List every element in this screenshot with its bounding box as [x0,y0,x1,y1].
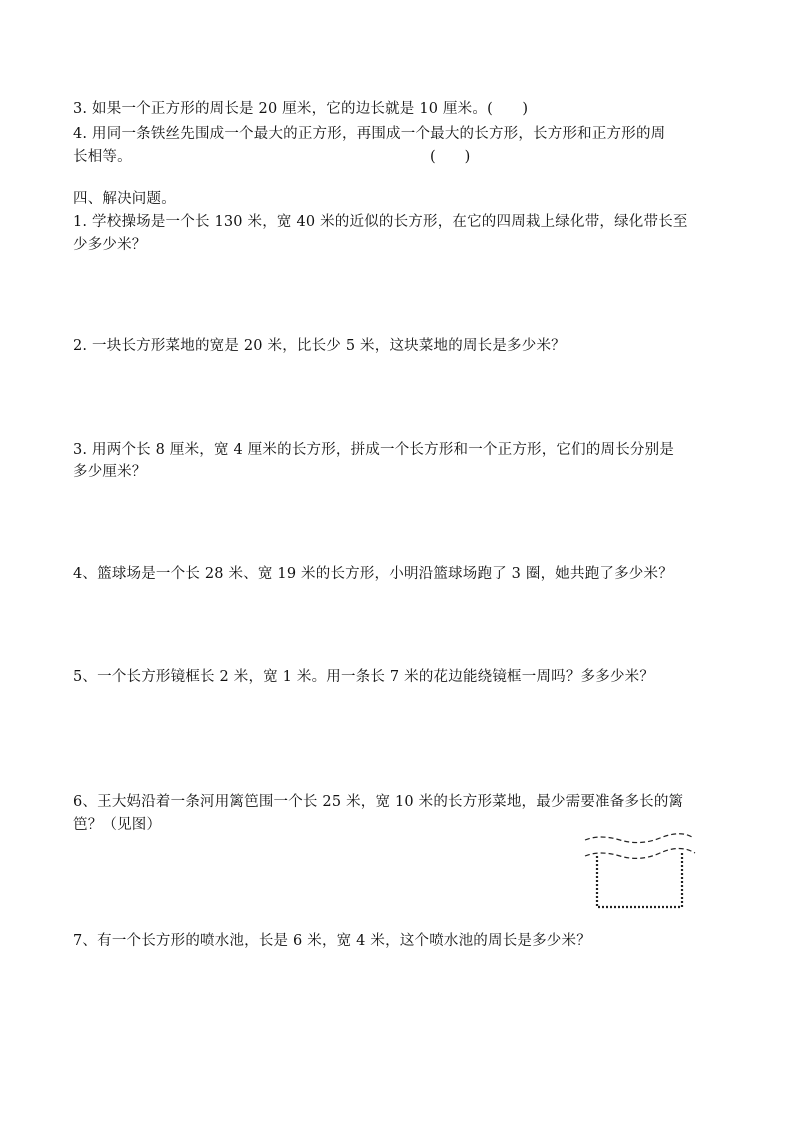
judgment-item-4-answer-blank[interactable]: ( ) [430,149,471,165]
problem-3-line2: 多少厘米？ [73,464,147,480]
problem-3-line1: 3. 用两个长 8 厘米，宽 4 厘米的长方形，拼成一个长方形和一个正方形，它们的周长分别是 [73,442,675,458]
problem-2-line1: 2. 一块长方形菜地的宽是 20 米，比长少 5 米，这块菜地的周长是多少米？ [73,338,566,354]
river-fence-diagram [580,832,698,916]
river-bank-top [585,834,692,843]
problem-7-line1: 7、有一个长方形的喷水池，长是 6 米，宽 4 米，这个喷水池的周长是多少米？ [73,933,591,949]
judgment-item-3: 3. 如果一个正方形的周长是 20 厘米，它的边长就是 10 厘米。( ) [73,101,529,117]
section-heading: 四、解决问题。 [73,191,176,207]
fence-rectangle [597,853,682,907]
problem-1-line1: 1. 学校操场是一个长 130 米，宽 40 米的近似的长方形，在它的四周栽上绿化带，绿化带长至 [73,214,688,230]
problem-6-line2: 笆？（见图） [73,817,162,833]
problem-4-line1: 4、篮球场是一个长 28 米、宽 19 米的长方形，小明沿篮球场跑了 3 圈，她共跑了多少米？ [73,566,673,582]
judgment-item-4-line2: 长相等。 [73,149,132,165]
river-bank-bottom [585,849,695,859]
problem-5-line1: 5、一个长方形镜框长 2 米，宽 1 米。用一条长 7 米的花边能绕镜框一周吗？多多少米？ [73,669,655,685]
problem-1-line2: 少多少米？ [73,237,147,253]
problem-6-line1: 6、王大妈沿着一条河用篱笆围一个长 25 米，宽 10 米的长方形菜地，最少需要准备多长的篱 [73,794,684,810]
judgment-item-4-line1: 4. 用同一条铁丝先围成一个最大的正方形，再围成一个最大的长方形，长方形和正方形的周 [73,126,666,142]
